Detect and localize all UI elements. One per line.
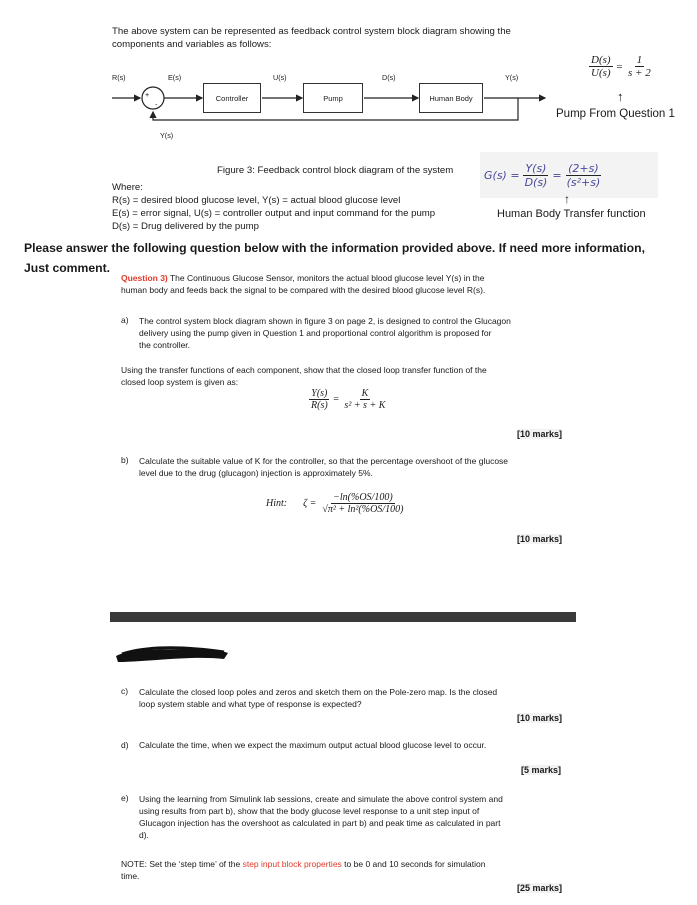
part-a-line-2: delivery using the pump given in Question 1 and proportional control algorithm is proposed for: [139, 328, 492, 338]
where-line-1: R(s) = desired blood glucose level, Y(s) = actual blood glucose level: [112, 195, 401, 206]
redaction-scribble: [112, 640, 232, 670]
question-3: [121, 272, 485, 296]
part-a-line-1: The control system block diagram shown in figure 3 on page 2, is designed to control the Glucagon: [139, 316, 511, 326]
part-e-marks: [25 marks]: [517, 883, 563, 893]
pump-tf-rhs-num: 1: [636, 54, 643, 66]
e-label: E(s): [168, 73, 182, 82]
hint-num: −ln(%OS/100): [333, 492, 393, 503]
pump-tf: [589, 54, 653, 79]
sum-plus: +: [145, 90, 150, 99]
question-text-1: The Continuous Glucose Sensor, monitors the actual blood glucose level Y(s) in the: [167, 273, 485, 283]
figure-caption: Figure 3: Feedback control block diagram of the system: [217, 165, 454, 176]
question-label: Question 3): [121, 273, 168, 283]
note-suffix: to be 0 and 10 seconds for simulation: [341, 859, 486, 869]
note-highlight: step input block properties: [242, 859, 342, 869]
part-a-line-3: the controller.: [139, 340, 191, 350]
part-e-marker: e): [121, 793, 129, 803]
part-e-text: [139, 793, 503, 841]
intro-line-1: The above system can be represented as feedback control system block diagram showing the: [112, 26, 511, 37]
where-line-3: D(s) = Drug delivered by the pump: [112, 221, 259, 232]
u-label: U(s): [273, 73, 287, 82]
human-tf-den: (s²+s): [566, 175, 601, 189]
hint-equation: [266, 492, 405, 515]
part-d-marker: d): [121, 740, 129, 750]
page-divider: [110, 612, 576, 622]
hint-label: Hint:: [266, 498, 288, 509]
pump-tf-label: Pump From Question 1: [556, 108, 675, 120]
controller-block: [203, 83, 261, 113]
human-tf-y-num: Y(s): [525, 161, 547, 175]
controller-label: Controller: [215, 93, 249, 103]
y-feedback-label: Y(s): [160, 131, 174, 140]
eq-rhs-den: s² + s + K: [344, 400, 386, 411]
d-label: D(s): [382, 73, 396, 82]
human-body-block: [419, 83, 483, 113]
part-b-marks: [10 marks]: [517, 534, 563, 544]
r-label: R(s): [112, 73, 126, 82]
part-b-line-2: level due to the drug (glucagon) injection is approximately 5%.: [139, 468, 373, 478]
part-e-line-1: Using the learning from Simulink lab sessions, create and simulate the above control system and: [139, 794, 503, 804]
part-a-text: [139, 315, 511, 351]
part-a-using: [121, 364, 487, 388]
closed-loop-equation: [309, 388, 387, 411]
human-body-label: Human Body: [429, 93, 473, 103]
hint-den: √π² + ln²(%OS/100): [322, 504, 404, 515]
human-tf-eq: =: [552, 168, 562, 182]
note-prefix: NOTE: Set the ‘step time’ of the: [121, 859, 243, 869]
eq-eq: =: [332, 394, 340, 405]
human-tf-arrow: ↑: [564, 192, 570, 206]
part-d-line-1: Calculate the time, when we expect the maximum output actual blood glucose level to occur.: [139, 740, 487, 750]
human-tf-lhs: G(s) =: [484, 168, 520, 182]
pump-block: [303, 83, 363, 113]
question-text-2: human body and feeds back the signal to be compared with the desired blood glucose level R(s).: [121, 285, 486, 295]
part-c-line-1: Calculate the closed loop poles and zeros and sketch them on the Pole-zero map. Is the closed: [139, 687, 498, 697]
part-c-marker: c): [121, 686, 129, 696]
part-e-line-2: using results from part b), show that the body glucose level response to a unit step input of: [139, 806, 480, 816]
part-b-line-1: Calculate the suitable value of K for the controller, so that the percentage overshoot of the glucose: [139, 456, 509, 466]
pump-tf-lhs-num: D(s): [591, 54, 611, 66]
part-b-marker: b): [121, 455, 129, 465]
human-tf-label: Human Body Transfer function: [497, 208, 646, 220]
where-line-2: E(s) = error signal, U(s) = controller output and input command for the pump: [112, 208, 436, 219]
part-c-text: [139, 686, 497, 710]
pump-tf-rhs-den: s + 2: [628, 67, 651, 79]
part-c-line-2: loop system stable and what type of response is expected?: [139, 699, 362, 709]
intro-line-2: components and variables as follows:: [112, 39, 272, 50]
request-line-2: Just comment.: [24, 261, 111, 275]
part-c-marks: [10 marks]: [517, 713, 563, 723]
part-e-line-4: d).: [139, 830, 149, 840]
part-a-marker: a): [121, 315, 129, 325]
hint-zeta: ζ =: [303, 498, 317, 509]
human-tf-num: (2+s): [568, 161, 599, 175]
part-d-marks: [5 marks]: [521, 765, 562, 775]
eq-rhs-num: K: [361, 388, 369, 399]
part-a-using-2: closed loop system is given as:: [121, 377, 239, 387]
note: [121, 858, 485, 882]
request-line-1: Please answer the following question below with the information provided above. If need more information,: [24, 241, 645, 255]
part-a-marks: [10 marks]: [517, 429, 563, 439]
part-a-using-1: Using the transfer functions of each component, show that the closed loop transfer function of the: [121, 365, 487, 375]
human-tf-y-den: D(s): [524, 175, 548, 189]
pump-label: Pump: [323, 93, 343, 103]
note-line-2: time.: [121, 871, 140, 881]
eq-lhs-den: R(s): [311, 400, 328, 411]
pump-tf-eq: =: [615, 60, 623, 73]
pump-tf-lhs-den: U(s): [591, 67, 611, 79]
part-e-line-3: Glucagon injection has the overshoot as calculated in part b) and peak time as calculated in part: [139, 818, 501, 828]
sum-minus: -: [155, 100, 158, 109]
eq-lhs-num: Y(s): [311, 388, 328, 399]
part-b-text: [139, 455, 508, 479]
y-label: Y(s): [505, 73, 519, 82]
where-heading: Where:: [112, 182, 143, 193]
pump-tf-arrow: ↑: [617, 89, 624, 104]
